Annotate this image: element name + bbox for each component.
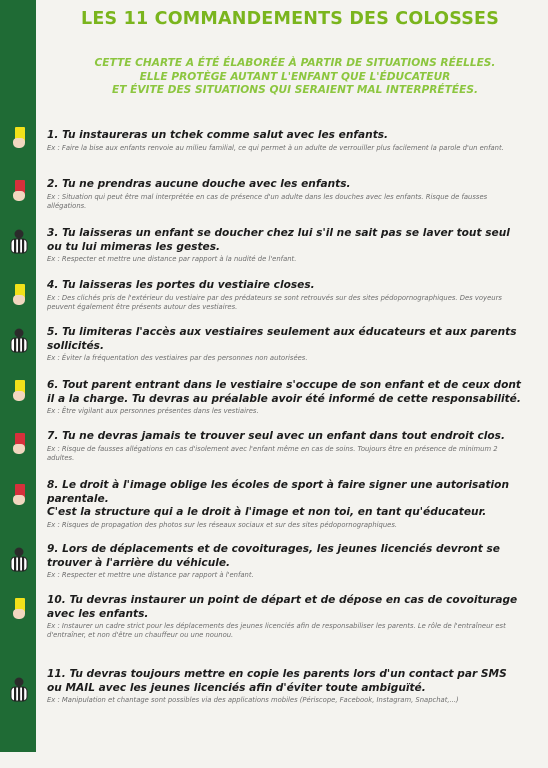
rule-title: 6. Tout parent entrant dans le vestiaire s'occupe de son enfant et de ceux dont il a la charge. Tu devras au préalable avoir été informé de cette responsabilité. <box>47 379 521 405</box>
rule-title: 5. Tu limiteras l'accès aux vestiaires seulement aux éducateurs et aux parents sollicités. <box>47 326 517 352</box>
rule-example: Ex : Risque de fausses allégations en cas d'isolement avec l'enfant même en cas de soins. Toujours être en présence de minimum 2 adultes. <box>47 444 498 462</box>
rule-example: Ex : Respecter et mettre une distance par rapport à la nudité de l'enfant. <box>47 255 297 263</box>
rule-example: Ex : Faire la bise aux enfants renvoie au milieu familial, ce qui permet à un adulte de verrouiller plus facilement la parole d'un enfant. <box>47 143 504 152</box>
intro-line: ET ÉVITE DES SITUATIONS QUI SERAIENT MAL INTERPRÉTÉES. <box>111 84 479 96</box>
rule-example: Ex : Des clichés pris de l'extérieur du vestiaire par des prédateurs se sont retrouvés sur des sites pédopornographiques. Des voyeurs peuvent également être présents autour des vestiaires. <box>47 293 502 311</box>
green-sidebar <box>0 0 36 752</box>
intro-line: ELLE PROTÈGE AUTANT L'ENFANT QUE L'ÉDUCATEUR <box>139 70 451 83</box>
rule-title: 8. Le droit à l'image oblige les écoles de sport à faire signer une autorisation parentale. C'est la structure qui a le droit à l'image et non toi, en tant qu'éducateur. <box>47 479 510 518</box>
page-title: LES 11 COMMANDEMENTS DES COLOSSES <box>81 9 499 29</box>
rule-item <box>47 479 525 530</box>
rule-title: 9. Lors de déplacements et de covoiturages, les jeunes licenciés devront se trouver à l'arrière du véhicule. <box>47 543 500 569</box>
rule-title: 3. Tu laisseras un enfant se doucher chez lui s'il ne sait pas se laver tout seul ou tu lui mimeras les gestes. <box>47 227 510 253</box>
rule-title: 11. Tu devras toujours mettre en copie les parents lors d'un contact par SMS ou MAIL avec les jeunes licenciés afin d'éviter toute ambiguïté. <box>47 668 507 694</box>
rule-title: 7. Tu ne devras jamais te trouver seul avec un enfant dans tout endroit clos. <box>47 430 505 442</box>
rule-item <box>47 326 525 363</box>
rule-example: Ex : Instaurer un cadre strict pour les déplacements des jeunes licenciés afin de responsabiliser les parents. Le rôle de l'entraîneur est d'entraîner, et non d'être un chauffeur ou une nounou. <box>47 622 506 640</box>
intro-line: CETTE CHARTE A ÉTÉ ÉLABORÉE À PARTIR DE SITUATIONS RÉELLES. <box>94 57 496 69</box>
rule-example: Ex : Risques de propagation des photos sur les réseaux sociaux et sur des sites pédopornographiques. <box>47 520 398 529</box>
rule-item <box>47 668 525 705</box>
referee-icon <box>7 676 31 706</box>
rule-example: Ex : Être vigilant aux personnes présentes dans les vestiaires. <box>47 407 259 415</box>
rule-example: Ex : Situation qui peut être mal interprétée en cas de présence d'un adulte dans les douches avec les enfants. Risque de fausses allégations. <box>47 192 488 210</box>
intro-text <box>60 57 530 98</box>
rule-item <box>47 543 525 580</box>
rule-item <box>47 279 525 312</box>
rule-item <box>47 430 525 463</box>
rule-title: 4. Tu laisseras les portes du vestiaire closes. <box>47 279 315 291</box>
rule-title: 10. Tu devras instaurer un point de départ et de dépose en cas de covoiturage avec les enfants. <box>47 594 518 620</box>
referee-icon <box>7 228 31 258</box>
rule-item <box>47 379 525 416</box>
rule-item <box>47 129 525 153</box>
rule-title: 1. Tu instaureras un tchek comme salut avec les enfants. <box>47 129 389 141</box>
rule-item <box>47 594 525 641</box>
rule-example: Ex : Respecter et mettre une distance par rapport à l'enfant. <box>47 571 254 579</box>
rule-example: Ex : Manipulation et chantage sont possibles via des applications mobiles (Périscope, Facebook, Instagram, Snapchat,...) <box>47 696 459 704</box>
rule-item <box>47 227 525 264</box>
rule-item <box>47 178 525 211</box>
referee-icon <box>7 546 31 576</box>
referee-icon <box>7 327 31 357</box>
rule-example: Ex : Éviter la fréquentation des vestiaires par des personnes non autorisées. <box>47 354 308 362</box>
rule-title: 2. Tu ne prendras aucune douche avec les enfants. <box>47 178 351 190</box>
